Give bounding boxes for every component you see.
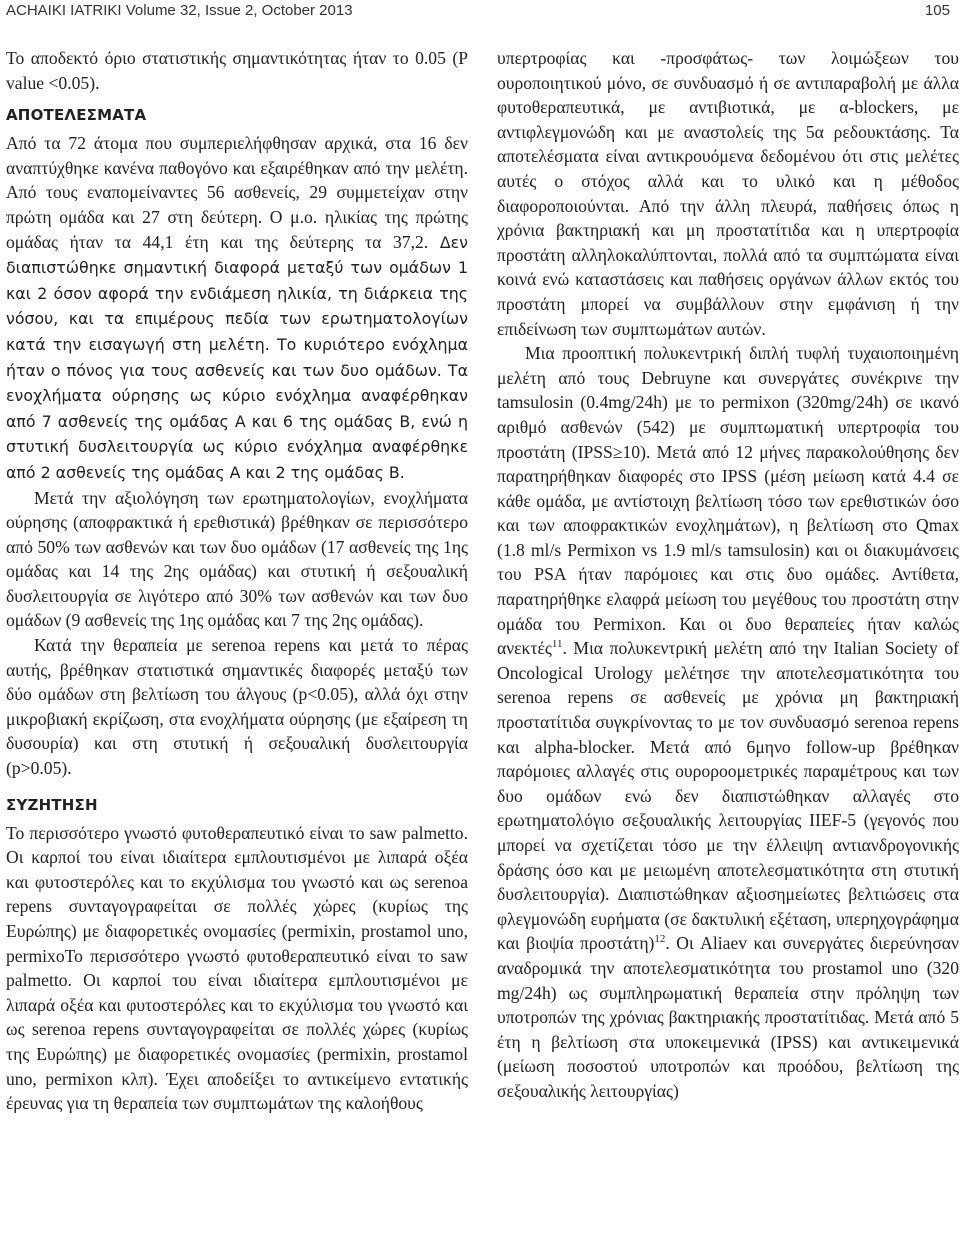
right-paragraph-1: υπερτροφίας και -προσφάτως- των λοιμώξεων του ουροποιητικού μόνο, σε συνδυασμό ή σε αντιπαραβολή με άλλα φυτοθεραπευτικά, με αντιβιοτικά, με α-blockers, με αντιφλεγμονώδη και με αναστολείς της 5α ρεδουκτάσης. Τα αποτελέσματα είναι αντικρουόμενα δεδομένου ότι στις μελέτες αυτές ο στόχος αλλά και το υλικό και η μέθοδος διαφοροποιούνται. Από την άλλη πλευρά, παθήσεις όπως η χρόνια βακτηριακή και μη προστατίτιδα και η υπερτροφία προστάτη αλληλοκαλύπτονται, πολλά από τα συμπτώματα είναι κοινά ενώ καταστάσεις και παθήσεις οργάνων άλλων εκτός του προστάτη μπορεί να συμβάλλουν στην εμφάνιση ή την επιδείνωση των συμπτωμάτων αυτών. [497,48,959,339]
reference-11: 11 [551,638,563,651]
results-text-1b: Δεν διαπιστώθηκε σημαντική διαφορά μεταξύ των ομάδων 1 και 2 όσον αφορά την ενδιάμεση ηλικία, τη διάρκεια της νόσου, και τα επιμέρους πεδία των ερωτηματολογίων κατά την εισαγωγή στη μελέτη. Το κυριότερο ενόχλημα ήταν ο πόνος για τους ασθενείς και των δυο ομάδων. Τα ενοχλήματα ούρησης ως κύριο ενόχλημα αναφέρθηκαν από 7 ασθενείς της ομάδας Α και 6 της ομάδας Β, ενώ η στυτική δυσλειτουργία ως κύριο ενόχλημα αναφέρθηκε από 2 ασθενείς της ομάδας Α και 2 της ομάδας Β. [6,232,468,482]
results-paragraph-2: Μετά την αξιολόγηση των ερωτηματολογίων, ενοχλήματα ούρησης (αποφρακτικά ή ερεθιστικά) βρέθηκαν σε περισσότερο από 50% των ασθενών και των δυο ομάδων (17 ασθενείς της 1ης ομάδας και 14 της 2ης ομάδας) και στυτική ή σεξουαλική δυσλειτουργία σε λιγότερο από 30% των ασθενών και των δυο ομάδων (9 ασθενείς της 1ης ομάδας και 7 της 2ης ομάδας). [6,487,468,631]
right-column [497,46,959,1242]
intro-paragraph: Το αποδεκτό όριο στατιστικής σημαντικότητας ήταν το 0.05 (P value <0.05). [6,48,468,93]
right-text-2c: . Οι Aliaev και συνεργάτες διερεύνησαν αναδρομικά την αποτελεσματικότητα του prostamol uno (320 mg/24h) ως συμπληρωματική θεραπεία στην πρόληψη των υποτροπών της χρόνιας βακτηριακής προστατίτιδας. Μετά από 5 έτη η βελτίωση στα υποκειμενικά (IPSS) και αντικειμενικά (μείωση ποσοστού υποτροπών και προόδου, βελτίωση της σεξουαλικής λειτουργίας) [497,933,959,1101]
right-text-2b: . Μια πολυκεντρική μελέτη από την Italian Society of Oncological Urology μελέτησε την αποτελεσματικότητα του serenoa repens σε ασθενείς με χρόνια μη βακτηριακή προστατίτιδα συγκρίνοντας το με τον συνδυασμό serenoa repens και alpha-blocker. Μετά από 6μηνο follow-up βρέθηκαν παρόμοιες αλλαγές στις ουροροομετρικές παραμέτρους και των δυο ομάδων ενώ δεν διαπιστώθηκαν αλλαγές στο ερωτηματολόγιο σεξουαλικής λειτουργίας IIEF-5 (γεγονός που μπορεί να σχετίζεται τόσο με την έλλειψη αντιανδρογονικής δράσης όσο και με μειωμένη αποτελεσματικότητα στη στυτική δυσλειτουργία). Διαπιστώθηκαν αξιοσημείωτες βελτιώσεις στα φλεγμονώδη ευρήματα (σε δακτυλική εξέταση, υπερηχογράφημα και βιοψία προστάτη) [497,638,959,954]
discussion-heading: ΣΥΖΗΤΗΣΗ [6,795,98,814]
right-paragraph-2 [497,341,959,1103]
page-header [0,0,960,28]
left-column [6,46,468,1242]
page-number: 105 [924,2,950,19]
results-paragraph-3: Κατά την θεραπεία με serenoa repens και μετά το πέρας αυτής, βρέθηκαν στατιστικά σημαντικές διαφορές μεταξύ των δύο ομάδων στη βελτίωση του άλγους (p<0.05), αλλά όχι στην μικροβιακή εκρίζωση, στα ενοχλήματα ούρησης (με εξαίρεση τη δυσουρία) και στη στυτική ή σεξουαλική δυσλειτουργία (p>0.05). [6,635,468,779]
results-heading: ΑΠΟΤΕΛΕΣΜΑΤΑ [6,106,147,125]
reference-12: 12 [654,933,666,946]
discussion-paragraph-1: Το περισσότερο γνωστό φυτοθεραπευτικό είναι το saw palmetto. Οι καρποί του είναι ιδιαίτερα εμπλουτισμένοι με λιπαρά οξέα και φυτοστερόλες και το εκχύλισμα του γνωστό και ως serenoa repens συνταγογραφείται σε πολλές χώρες (κυρίως της Ευρώπης) με διαφορετικές ονομασίες (permixin, prostamol uno, permixoΤο περισσότερο γνωστό φυτοθεραπευτικό είναι το saw palmetto. Οι καρποί του είναι ιδιαίτερα εμπλουτισμένοι με λιπαρά οξέα και φυτοστερόλες και το εκχύλισμα του γνωστό και ως serenoa repens συνταγογραφείται σε πολλές χώρες (κυρίως της Ευρώπης) με διαφορετικές ονομασίες (permixin, prostamol uno, permixon κλπ). Έχει αποδείξει το αντικείμενο εντατικής έρευνας για τη θεραπεία των συμπτωμάτων της καλοήθους [6,822,468,1114]
results-paragraph-1 [6,131,468,485]
results-text-1a: Από τα 72 άτομα που συμπεριελήφθησαν αρχικά, στα 16 δεν αναπτύχθηκε κανένα παθογόνο και εξαιρέθηκαν από την μελέτη. Από τους εναπομείναντες 56 ασθενείς, 29 συμμετείχαν στην πρώτη ομάδα και 27 στη δεύτερη. Ο μ.ο. ηλικίας της πρώτης ομάδας ήταν τα 44,1 έτη και της δεύτερης τα 37,2. [6,133,468,252]
right-text-2a: Μια προοπτική πολυκεντρική διπλή τυφλή τυχαιοποιημένη μελέτη από τους Debruyne και συνεργάτες συνέκρινε την tamsulosin (0.4mg/24h) με το permixon (320mg/24h) σε ικανό αριθμό ασθενών (542) με συμπτωματική υπερτροφία του προστάτη (IPSS≥10). Μετά από 12 μήνες παρακολούθησης δεν παρατηρήθηκαν διαφορές στο IPSS (μέση μείωση κατά 4.4 σε κάθε ομάδα, με αντίστοιχη βελτίωση τόσο των ερεθιστικών όσο και των αποφρακτικών ενοχλημάτων), η βελτίωση στο Qmax (1.8 ml/s Permixon vs 1.9 ml/s tamsulosin) και οι διακυμάνσεις του PSA ήταν παρόμοιες και στις δυο ομάδες. Αντίθετα, παρατηρήθηκε ελαφρά μείωση του μεγέθους του προστάτη στην ομάδα του Permixon. Και οι δυο θεραπείες ήταν καλώς ανεκτές [497,343,959,659]
journal-title: ACHAIKI IATRIKI Volume 32, Issue 2, October 2013 [6,2,353,19]
